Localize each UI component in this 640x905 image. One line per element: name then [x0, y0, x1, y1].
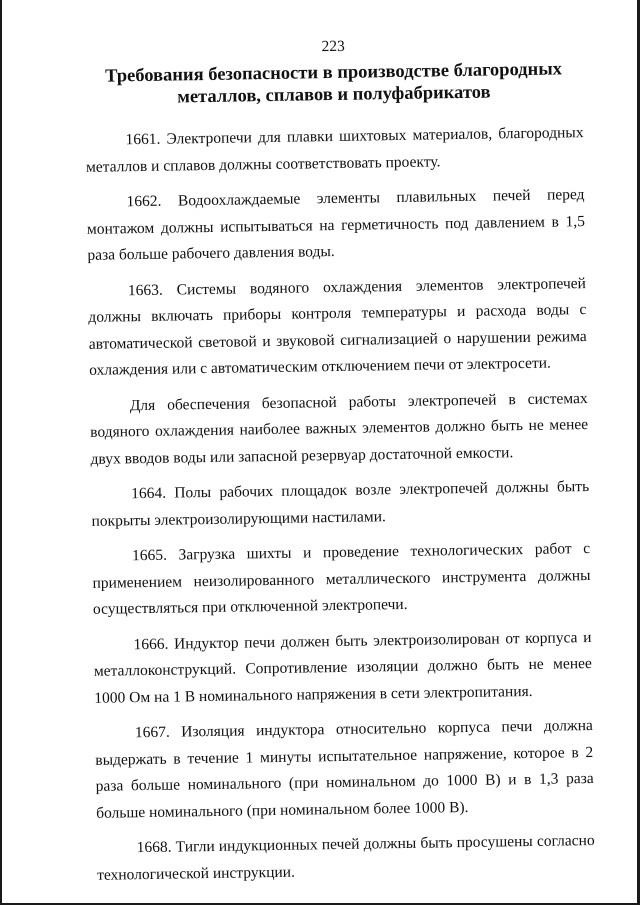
paragraph-1663-cont: Для обеспечения безопасной работы электропечей в системах водяного охлаждения наиболее важных элементов должно быть не менее двух вводов воды или запасной резервуар достаточной емкости. — [90, 389, 589, 468]
page-number: 223 — [321, 37, 345, 56]
scan-border-left — [0, 0, 2, 905]
paragraph-1666: 1666. Индуктор печи должен быть электроизолирован от корпуса и металлоконструкций. Сопротивление изоляции должно быть не менее 1000 Ом на 1 В номинального напряжения в сети электропитания. — [93, 628, 592, 707]
section-title: Требования безопасности в производстве благородных металлов, сплавов и полуфабрикатов — [104, 59, 563, 108]
paragraph-1668: 1668. Тигли индукционных печей должны быть просушены согласно технологической инструкции. — [96, 831, 595, 884]
document-body — [84, 34, 595, 898]
paragraph-1661: 1661. Электропечи для плавки шихтовых материалов, благородных металлов и сплавов должны соответствовать проекту. — [85, 124, 584, 176]
paragraph-1667: 1667. Изоляция индуктора относительно корпуса печи должна выдержать в течение 1 минуты испытательное напряжение, которое в 2 раза больше номинального (при номинальном до 1000 В) и в 1,3 раза больше номинального (при номинальном более 1000 В). — [95, 717, 594, 822]
paragraph-1664: 1664. Полы рабочих площадок возле электропечей должны быть покрыты электроизолирующими настилами. — [91, 478, 590, 530]
paragraph-1662: 1662. Водоохлаждаемые элементы плавильных печей перед монтажом должны испытываться на герметичность под давлением в 1,5 раза больше рабочего давления воды. — [86, 186, 586, 264]
paragraph-1663: 1663. Системы водяного охлаждения элементов электропечей должны включать приборы контроля температуры и расхода воды с автоматической световой и звуковой сигнализацией о нарушении режима охлаждения или с автоматическим отключением печи от электросети. — [88, 274, 587, 379]
paragraph-1665: 1665. Загрузка шихты и проведение технологических работ с применением неизолированного металлического инструмента должны осуществляться при отключенной электропечи. — [92, 540, 591, 618]
